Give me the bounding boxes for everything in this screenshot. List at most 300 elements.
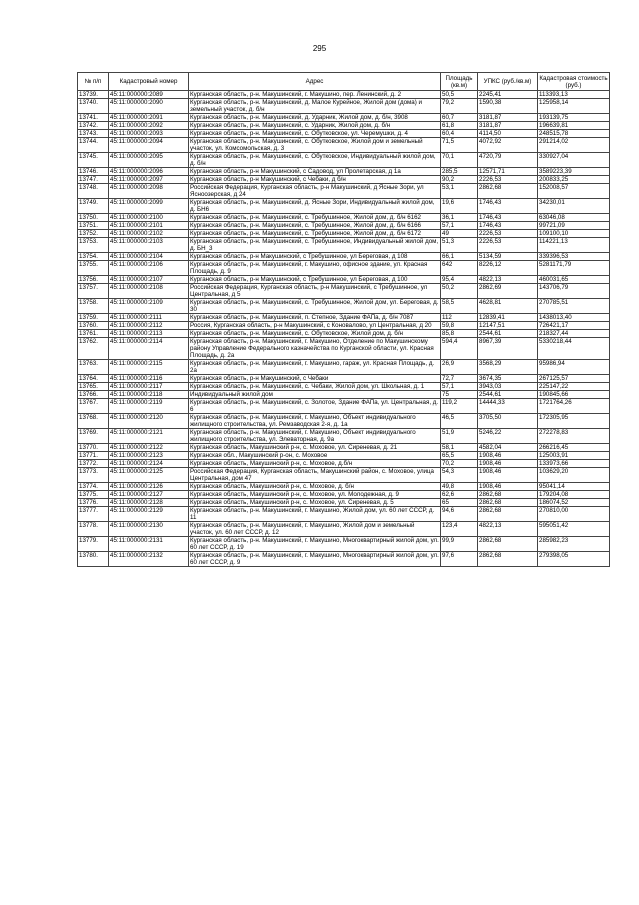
table-row [78,429,610,444]
cell-address: Курганская область, р-н. Макушинский, с. Требушинное, Жилой дом, ул. Береговая, д. 30 [190,299,439,313]
cell-area: 53,1 [441,184,478,199]
table-row [78,299,610,314]
cell-cadastral-number: 45:11:000000:2100 [109,214,189,222]
cell-cadastral-number: 45:11:000000:2124 [109,460,189,468]
cell-address: Российская Федерация, Курганская область, р-н Макушинский, д Ясные Зори, ул Ясноозерская, д 24 [189,184,441,199]
table-row [78,261,610,276]
cell-cadastral-value: 34230,01 [538,199,610,214]
cell-area: 51,9 [441,429,478,444]
cell-cadastral-value: 152008,57 [538,184,610,199]
cell-cadastral-number: 45:11:000000:2094 [109,138,189,153]
cell-index: 13773. [78,468,109,483]
cell-upks: 2245,41 [478,91,538,99]
cell-address: Курганская область, р-н. Макушинский, с. Обутковское, Жилой дом, д. б/н [189,330,441,338]
cell-upks: 1590,38 [478,99,538,114]
cell-cadastral-value: 114221,13 [538,238,610,253]
cell-cadastral-number: 45:11:000000:2111 [109,314,189,322]
cell-cadastral-value: 5281171,79 [538,261,610,276]
cell-index: 13749. [78,199,109,214]
cell-cadastral-value: 186074,52 [538,499,610,507]
table-row [78,276,610,284]
cell-upks: 2862,68 [478,499,538,507]
page-number: 295 [312,44,327,53]
header-index: № п/п [78,73,109,91]
cadastral-table [77,72,610,567]
cell-cadastral-number: 45:11:000000:2119 [109,399,189,414]
cell-cadastral-value: 225147,22 [538,383,610,391]
cell-index: 13767. [78,399,109,414]
cell-upks: 4822,13 [478,522,538,537]
cell-index: 13775. [78,491,109,499]
cell-address: Курганская область, р-н. Макушинский, с. Требушинное, Индивидуальный жилой дом, д. БН_3 [189,238,441,253]
cell-index: 13741. [78,114,109,122]
cell-cadastral-number: 45:11:000000:2095 [109,153,189,168]
table-row [78,360,610,375]
cell-upks: 2544,61 [478,330,538,338]
cell-area: 26,9 [441,360,478,375]
cell-cadastral-value: 109100,10 [538,230,610,238]
cell-cadastral-number: 45:11:000000:2113 [109,330,189,338]
cell-area: 97,6 [441,552,478,567]
cell-cadastral-number: 45:11:000000:2115 [109,360,189,375]
cell-cadastral-value: 125003,91 [538,452,610,460]
cell-upks: 5246,22 [478,429,538,444]
cell-upks: 2226,53 [478,238,538,253]
cell-address: Курганская область, р-н. Макушинский, г. Макушино, офисное здание, ул. Красная Площадь, д. 9 [189,261,441,276]
cell-address: Курганская область, р-н. Макушинский, с. Обутковское, Индивидуальный жилой дом, д. б/н [189,153,441,168]
cell-cadastral-value: 193139,75 [538,114,610,122]
cell-cadastral-value: 330927,04 [538,153,610,168]
cell-cadastral-value: 218327,44 [538,330,610,338]
cell-upks: 2862,68 [478,552,538,567]
cell-index: 13761. [78,330,109,338]
cell-index: 13780. [78,552,109,567]
table-row [78,552,610,567]
header-cadastral-number: Кадастровый номер [109,73,189,91]
cell-cadastral-value: 95041,14 [538,483,610,491]
cell-address: Курганская область, р-н. Макушинский, д. Малое Курейное, Жилой дом (дома) и земельный участок, д. б/н [189,99,441,114]
cell-index: 13772. [78,460,109,468]
cell-cadastral-value: 99721,09 [538,222,610,230]
cell-address: Курганская область, р-н. Макушинский, г. Макушино, гараж, ул. Красная Площадь, д. 2а [189,360,441,375]
table-row [78,522,610,537]
cell-upks: 3181,87 [478,122,538,130]
table-row [78,122,610,130]
cell-cadastral-value: 726421,17 [538,322,610,330]
cell-cadastral-number: 45:11:000000:2116 [109,375,189,383]
table-row [78,383,610,391]
cell-area: 50,2 [441,284,478,299]
cell-index: 13777. [78,507,109,522]
cell-cadastral-number: 45:11:000000:2118 [109,391,189,399]
cell-cadastral-number: 45:11:000000:2093 [109,130,189,138]
cell-cadastral-value: 190845,66 [538,391,610,399]
cell-upks: 2862,68 [478,537,538,552]
cell-upks: 2862,68 [478,491,538,499]
table-row [78,168,610,176]
cell-upks: 3181,87 [478,114,538,122]
cell-cadastral-number: 45:11:000000:2126 [109,483,189,491]
cell-area: 123,4 [441,522,478,537]
cell-index: 13748. [78,184,109,199]
cell-area: 58,5 [441,299,478,314]
cell-cadastral-number: 45:11:000000:2098 [109,184,189,199]
table-row [78,184,610,199]
cell-cadastral-value: 196639,81 [538,122,610,130]
cell-address: Курганская область, р-н. Макушинский, д. Ударник, Жилой дом, д. б/н, 3908 [189,114,441,122]
cell-index: 13757. [78,284,109,299]
cell-index: 13766. [78,391,109,399]
cell-cadastral-number: 45:11:000000:2091 [109,114,189,122]
cell-area: 119,2 [441,399,478,414]
table-row [78,468,610,483]
cell-index: 13778. [78,522,109,537]
cell-cadastral-number: 45:11:000000:2089 [109,91,189,99]
cell-area: 79,2 [441,99,478,114]
cell-address: Курганская область, р-н. Макушинский, г. Макушино, Многоквартирный жилой дом, ул. 60 лет СССР, д. 19 [190,537,439,551]
table-row [78,222,610,230]
cell-cadastral-number: 45:11:000000:2121 [109,429,189,444]
cell-address: Курганская область, р-н. Макушинский, г. Макушино, пер. Ленинский, д. 2 [189,91,441,99]
cell-index: 13771. [78,452,109,460]
header-upks: УПКС (руб./кв.м) [478,73,538,91]
cell-upks: 1908,46 [478,452,538,460]
cell-cadastral-value: 200833,25 [538,176,610,184]
cell-cadastral-value: 272278,83 [538,429,610,444]
cell-cadastral-number: 45:11:000000:2132 [109,552,189,567]
cell-area: 70,1 [441,153,478,168]
cell-address: Курганская область, р-н. Макушинский, с. Ударник, Жилой дом, д. б/н [189,122,441,130]
cell-upks: 2862,68 [478,507,538,522]
cell-cadastral-value: 125958,14 [538,99,610,114]
cell-address: Курганская область, Макушинский р-н, с. Моховое, д.б/н [189,460,441,468]
cell-cadastral-number: 45:11:000000:2127 [109,491,189,499]
cell-address: Курганская область, р-н Макушинский, с Требушинное, ул Береговая, д 100 [189,276,441,284]
cell-cadastral-number: 45:11:000000:2097 [109,176,189,184]
cell-cadastral-value: 95986,94 [538,360,610,375]
table-row [78,214,610,222]
cell-address: Курганская область, р-н. Макушинский, г. Макушино, Жилой дом, ул. 60 лет СССР, д. 11 [189,507,441,522]
cell-area: 99,9 [441,537,478,552]
cell-cadastral-value: 266216,45 [538,444,610,452]
cell-cadastral-value: 63046,08 [538,214,610,222]
cell-cadastral-value: 143706,79 [538,284,610,299]
cell-cadastral-value: 267125,57 [538,375,610,383]
cell-cadastral-number: 45:11:000000:2123 [109,452,189,460]
cell-area: 65,5 [441,452,478,460]
cell-address: Курганская область, р-н. Макушинский, с. Требушинное, Жилой дом, д. б/н 6172 [189,230,441,238]
cell-address: Курганская область, р-н. Макушинский, г. Макушино, Отделение по Макушинскому району Управление Федерального казначейства по Курганской области, ул. Красная Площадь, д. 2а [189,338,441,360]
cell-address: Курганская обл., Макушинский р-он, с. Моховое [189,452,441,460]
table-row [78,314,610,322]
cell-upks: 14444,33 [478,399,538,414]
table-row [78,414,610,429]
cell-cadastral-value: 113393,13 [538,91,610,99]
cell-address: Курганская область, р-н. Макушинский, д. Ясные Зори, Индивидуальный жилой дом, д. БН6 [189,199,441,214]
cell-cadastral-value: 270785,51 [538,299,610,314]
table-row [78,507,610,522]
table-header-row [78,73,610,91]
cell-address: Курганская область, р-н Макушинский, с Требушинное, ул Береговая, д 108 [189,253,441,261]
cell-cadastral-number: 45:11:000000:2099 [109,199,189,214]
cell-cadastral-number: 45:11:000000:2102 [109,230,189,238]
table-row [78,199,610,214]
cell-cadastral-value: 5330218,44 [538,338,610,360]
cell-upks: 2544,61 [478,391,538,399]
cell-index: 13747. [78,176,109,184]
cell-area: 71,5 [441,138,478,153]
cell-upks: 2226,53 [478,230,538,238]
cell-address: Курганская область, р-н. Макушинский, с. Обутковское, ул. Черемушки, д. 4 [189,130,441,138]
cell-area: 642 [441,261,478,276]
cell-cadastral-value: 3589223,39 [538,168,610,176]
cell-cadastral-number: 45:11:000000:2096 [109,168,189,176]
cell-upks: 12571,71 [478,168,538,176]
cell-cadastral-number: 45:11:000000:2120 [109,414,189,429]
cell-area: 59,8 [441,322,478,330]
cell-area: 54,3 [441,468,478,483]
cell-address: Курганская область, р-н. Макушинский, с. Золотое, Здание ФАПа, ул. Центральная, д. 6 [189,399,441,414]
cell-upks: 3943,03 [478,383,538,391]
cell-address: Курганская область, Макушинский р-н, с. Моховое, д. б/н [189,483,441,491]
table-row [78,330,610,338]
cell-index: 13751. [78,222,109,230]
cell-upks: 2862,69 [478,284,538,299]
cell-cadastral-value: 595051,42 [538,522,610,537]
cell-cadastral-number: 45:11:000000:2130 [109,522,189,537]
cell-upks: 12147,51 [478,322,538,330]
header-address: Адрес [189,73,441,91]
table-row [78,499,610,507]
cell-area: 95,4 [441,276,478,284]
cell-upks: 1746,43 [478,222,538,230]
cell-index: 13754. [78,253,109,261]
cell-upks: 1746,43 [478,214,538,222]
cell-index: 13765. [78,383,109,391]
table-row [78,284,610,299]
cell-upks: 4720,79 [478,153,538,168]
table-row [78,114,610,122]
cell-index: 13740. [78,99,109,114]
cell-cadastral-value: 270810,00 [538,507,610,522]
cell-index: 13756. [78,276,109,284]
table-row [78,238,610,253]
cell-area: 61,8 [441,122,478,130]
cell-cadastral-number: 45:11:000000:2090 [109,99,189,114]
cell-area: 66,1 [441,253,478,261]
cell-area: 85,8 [441,330,478,338]
cell-area: 94,6 [441,507,478,522]
table-row [78,176,610,184]
cell-index: 13762. [78,338,109,360]
cell-cadastral-value: 460031,65 [538,276,610,284]
cell-index: 13759. [78,314,109,322]
table-row [78,460,610,468]
cell-area: 57,1 [441,383,478,391]
cell-index: 13770. [78,444,109,452]
cell-cadastral-value: 339396,53 [538,253,610,261]
cell-upks: 4822,13 [478,276,538,284]
cell-area: 57,1 [441,222,478,230]
table-row [78,130,610,138]
cell-cadastral-value: 285982,23 [538,537,610,552]
cell-address: Курганская область, Макушинский р-н, с. Моховое, ул. Молодежная, д. 9 [189,491,441,499]
cell-cadastral-value: 1721764,26 [538,399,610,414]
cell-address: Россия, Курганская область, р-н Макушинский, с Коноваловo, ул Центральная, д 20 [189,322,441,330]
cell-address: Курганская область, Макушинский р-н, с. Моховое, ул. Сиреневая, д. 21 [189,444,441,452]
cell-area: 36,1 [441,214,478,222]
cell-index: 13752. [78,230,109,238]
cell-cadastral-number: 45:11:000000:2122 [109,444,189,452]
cell-upks: 8967,39 [478,338,538,360]
cell-cadastral-value: 279398,05 [538,552,610,567]
cell-cadastral-number: 45:11:000000:2106 [109,261,189,276]
cell-cadastral-value: 179204,08 [538,491,610,499]
cell-area: 594,4 [441,338,478,360]
cell-index: 13758. [78,299,109,314]
cell-cadastral-number: 45:11:000000:2112 [109,322,189,330]
table-row [78,399,610,414]
cell-index: 13755. [78,261,109,276]
cell-area: 19,6 [441,199,478,214]
table-row [78,91,610,99]
table-row [78,391,610,399]
table-row [78,444,610,452]
cell-cadastral-number: 45:11:000000:2125 [109,468,189,483]
cell-cadastral-number: 45:11:000000:2101 [109,222,189,230]
cell-address: Курганская область, р-н. Макушинский, с. Чебаки, Жилой дом, ул. Школьная, д. 1 [189,383,441,391]
cell-index: 13774. [78,483,109,491]
cell-area: 46,5 [441,414,478,429]
cell-area: 51,3 [441,238,478,253]
cell-index: 13769. [78,429,109,444]
cell-area: 90,2 [441,176,478,184]
cell-area: 112 [441,314,478,322]
table-row [78,338,610,360]
cell-upks: 4072,92 [478,138,538,153]
cell-address: Курганская область, р-н. Макушинский, п. Степное, Здание ФАПа, д. б/н 7087 [189,314,441,322]
cell-index: 13753. [78,238,109,253]
cell-index: 13750. [78,214,109,222]
cell-upks: 12839,41 [478,314,538,322]
cell-upks: 3568,29 [478,360,538,375]
cell-upks: 4628,81 [478,299,538,314]
cell-index: 13742. [78,122,109,130]
table-row [78,491,610,499]
cell-cadastral-value: 103629,20 [538,468,610,483]
cell-index: 13743. [78,130,109,138]
cell-area: 60,7 [441,114,478,122]
cell-index: 13779. [78,537,109,552]
table-row [78,375,610,383]
header-area: Площадь (кв.м) [441,73,478,91]
cell-address: Курганская область, р-н. Макушинский, с. Требушинное, Жилой дом, д. б/н 6166 [189,222,441,230]
cell-index: 13776. [78,499,109,507]
cell-area: 75 [441,391,478,399]
cell-area: 49 [441,230,478,238]
header-cadastral-value: Кадастровая стоимость (руб.) [539,74,608,89]
cell-cadastral-number: 45:11:000000:2104 [109,253,189,261]
cell-index: 13760. [78,322,109,330]
cell-upks: 3674,35 [478,375,538,383]
cell-cadastral-number: 45:11:000000:2117 [109,383,189,391]
cell-area: 70,2 [441,460,478,468]
table-row [78,537,610,552]
cell-upks: 1908,46 [478,483,538,491]
cell-area: 60,4 [441,130,478,138]
table-row [78,230,610,238]
cell-area: 50,5 [441,91,478,99]
cell-address: Российская Федерация, Курганская область, Макушинский район, с. Моховое, улица Центральная, дом 47 [189,468,441,483]
cell-address: Российская Федерация, Курганская область, р-н Макушинский, с Требушинное, ул Центральная, д 5 [189,284,441,299]
table-row [78,483,610,491]
cell-index: 13764. [78,375,109,383]
cell-area: 285,5 [441,168,478,176]
cell-address: Курганская область, р-н. Макушинский, с. Требушинное, Жилой дом, д. б/н 6162 [189,214,441,222]
cell-address: Курганская область, р-н. Макушинский, г. Макушино, Жилой дом и земельный участок, ул. 60 лет СССР, д. 12 [189,522,441,537]
cell-upks: 1746,43 [478,199,538,214]
table-row [78,452,610,460]
cell-cadastral-number: 45:11:000000:2092 [109,122,189,130]
cell-upks: 5134,59 [478,253,538,261]
cell-cadastral-number: 45:11:000000:2114 [109,338,189,360]
cell-upks: 2226,53 [478,176,538,184]
cell-upks: 4114,50 [478,130,538,138]
cell-index: 13745. [78,153,109,168]
table-body [78,91,610,567]
cell-index: 13763. [78,360,109,375]
cell-area: 72,7 [441,375,478,383]
table-row [78,253,610,261]
cell-area: 58,1 [441,444,478,452]
cell-address: Курганская область, р-н Макушинский, с Чебаки [189,375,441,383]
cell-cadastral-value: 1438013,40 [538,314,610,322]
table-row [78,99,610,114]
cell-address: Курганская область, р-н. Макушинский, г. Макушино, Многоквартирный жилой дом, ул. 60 лет СССР, д. 9 [190,552,439,566]
cell-cadastral-value: 172305,95 [538,414,610,429]
cell-upks: 8226,12 [478,261,538,276]
cell-upks: 4582,04 [478,444,538,452]
cell-address: Индивидуальный жилой дом [189,391,441,399]
cell-cadastral-number: 45:11:000000:2107 [109,276,189,284]
cell-address: Курганская область, р-н Макушинский, с Садовод, ул Пролетарская, д 1а [189,168,441,176]
cell-cadastral-value: 248515,78 [538,130,610,138]
cell-index: 13768. [78,414,109,429]
cell-address: Курганская область, р-н. Макушинский, с. Обутковское, Жилой дом и земельный участок, ул. Комсомольская, д. 3 [189,138,441,153]
cell-cadastral-number: 45:11:000000:2129 [109,507,189,522]
cell-cadastral-number: 45:11:000000:2108 [109,284,189,299]
table-row [78,322,610,330]
cell-cadastral-number: 45:11:000000:2103 [109,238,189,253]
cell-address: Курганская область, р-н Макушинский, с Чебаки, д б/н [189,176,441,184]
cell-upks: 2862,68 [478,184,538,199]
cell-area: 62,6 [441,491,478,499]
cell-address: Курганская область, Макушинский р-н, с. Моховое, ул. Сиреневая, д. 5 [189,499,441,507]
cell-cadastral-number: 45:11:000000:2128 [109,499,189,507]
cell-address: Курганская область, р-н. Макушинский, г. Макушино, Объект индивидуального жилищного строительства, ул. Ремзаводская 2-я, д. 1а [189,414,441,429]
cadastral-table-container [77,72,609,567]
cell-cadastral-value: 133973,66 [538,460,610,468]
cell-area: 65 [441,499,478,507]
cell-index: 13739. [78,91,109,99]
cell-cadastral-value: 291214,02 [538,138,610,153]
table-row [78,138,610,153]
cell-upks: 1908,46 [478,460,538,468]
cell-cadastral-number: 45:11:000000:2109 [109,299,189,314]
cell-upks: 3705,50 [478,414,538,429]
cell-address: Курганская область, р-н. Макушинский, г. Макушино, Объект индивидуального жилищного строительства, ул. Элеваторная, д. 9а [189,429,441,444]
cell-upks: 1908,46 [478,468,538,483]
